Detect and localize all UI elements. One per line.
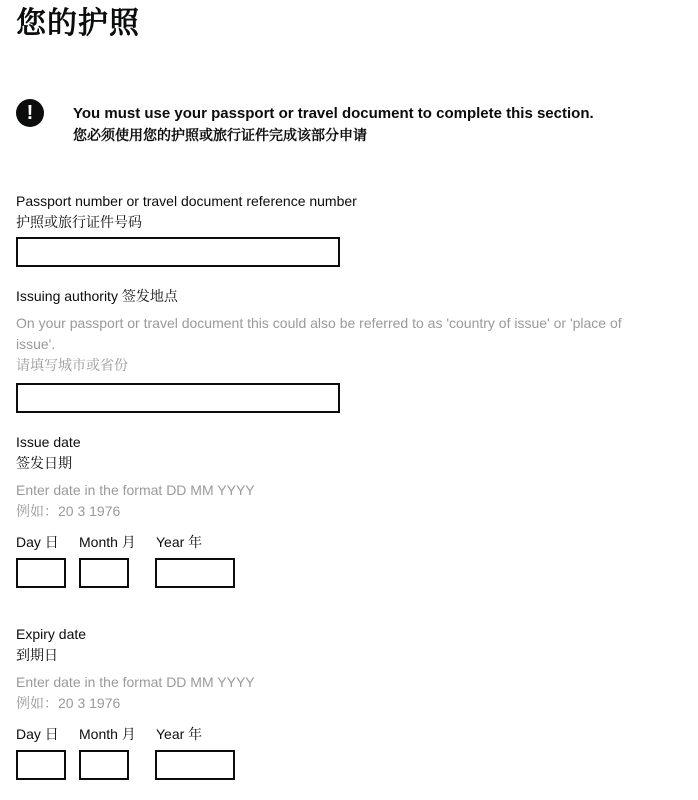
expiry-month-input[interactable] [79,750,129,780]
passport-number-input[interactable] [16,237,340,267]
issuing-authority-input[interactable] [16,383,340,413]
exclamation-icon: ! [16,99,44,127]
warning-text-zh: 您必须使用您的护照或旅行证件完成该部分申请 [73,127,367,143]
issue-day-label: Day 日 [16,534,59,550]
issue-year-label: Year 年 [156,534,203,550]
expiry-day-label: Day 日 [16,726,59,742]
issue-date-label-zh: 签发日期 [16,455,72,471]
page-title: 您的护照 [16,7,140,40]
expiry-year-label: Year 年 [156,726,203,742]
expiry-date-label-zh: 到期日 [16,647,58,663]
issue-month-input[interactable] [79,558,129,588]
issuing-authority-hint-en-2: issue'. [16,336,56,352]
expiry-year-input[interactable] [155,750,235,780]
expiry-month-label: Month 月 [79,726,136,742]
expiry-date-hint-en: Enter date in the format DD MM YYYY [16,674,255,690]
issue-date-hint-en: Enter date in the format DD MM YYYY [16,482,255,498]
issue-year-input[interactable] [155,558,235,588]
expiry-day-input[interactable] [16,750,66,780]
issue-date-hint-zh: 例如：20 3 1976 [16,503,121,519]
expiry-date-label-en: Expiry date [16,626,87,642]
issuing-authority-hint-en-1: On your passport or travel document this could also be referred to as 'country of issue' or 'place of [16,315,622,331]
passport-number-label-zh: 护照或旅行证件号码 [16,214,142,230]
expiry-date-hint-zh: 例如：20 3 1976 [16,695,121,711]
warning-text-en: You must use your passport or travel document to complete this section. [73,105,594,122]
issue-day-input[interactable] [16,558,66,588]
passport-number-label-en: Passport number or travel document reference number [16,193,357,209]
issuing-authority-hint-zh: 请填写城市或省份 [16,357,128,373]
issue-month-label: Month 月 [79,534,136,550]
issuing-authority-label: Issuing authority 签发地点 [16,288,178,304]
issue-date-label-en: Issue date [16,434,81,450]
